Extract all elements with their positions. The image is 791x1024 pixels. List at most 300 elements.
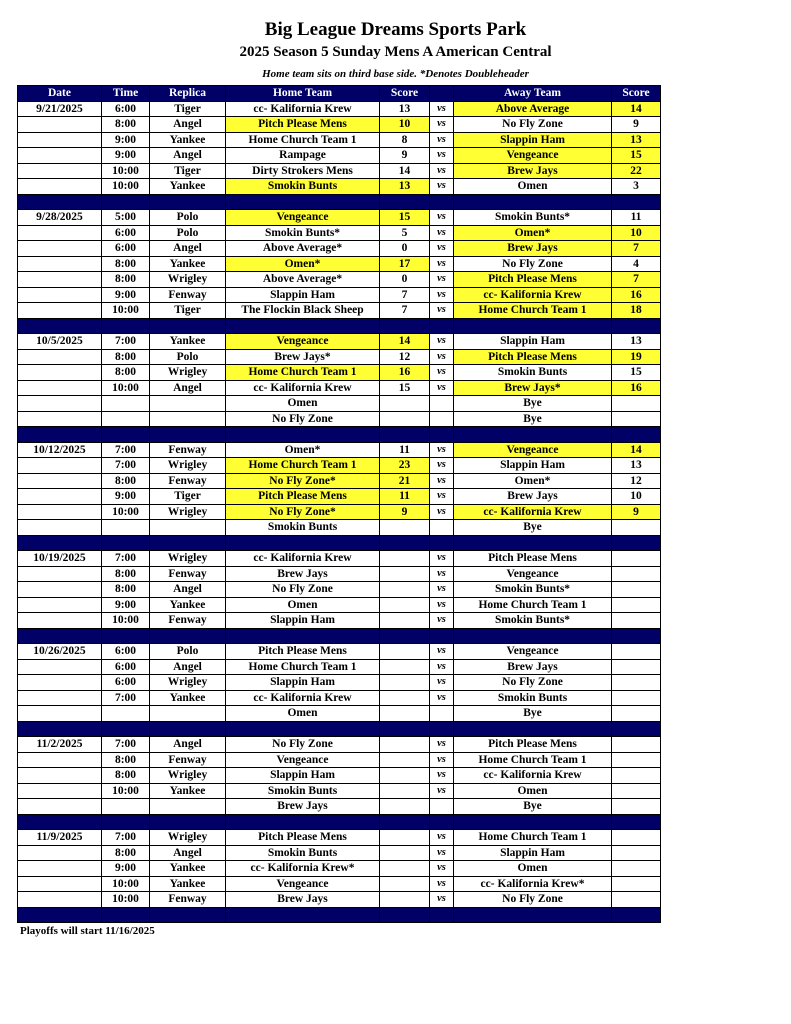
game-field: Wrigley — [150, 365, 226, 381]
game-field — [150, 799, 226, 815]
separator-cell — [18, 628, 102, 644]
separator-cell — [102, 907, 150, 923]
away-team: No Fly Zone — [454, 675, 612, 691]
away-team: Pitch Please Mens — [454, 349, 612, 365]
separator-cell — [226, 721, 380, 737]
away-score: 7 — [612, 272, 661, 288]
separator-cell — [380, 721, 430, 737]
game-time: 10:00 — [102, 380, 150, 396]
home-team: Slappin Ham — [226, 675, 380, 691]
away-score: 15 — [612, 365, 661, 381]
game-date — [18, 380, 102, 396]
game-field: Yankee — [150, 597, 226, 613]
game-row — [18, 287, 661, 303]
game-time: 9:00 — [102, 148, 150, 164]
away-score — [612, 566, 661, 582]
away-score — [612, 659, 661, 675]
game-time: 8:00 — [102, 117, 150, 133]
game-time: 8:00 — [102, 566, 150, 582]
game-row — [18, 659, 661, 675]
game-field: Polo — [150, 349, 226, 365]
game-field: Fenway — [150, 566, 226, 582]
game-time: 6:00 — [102, 659, 150, 675]
home-score: 13 — [380, 179, 430, 195]
vs-label: vs — [430, 442, 454, 458]
game-time: 10:00 — [102, 303, 150, 319]
game-row — [18, 349, 661, 365]
away-team: Omen* — [454, 225, 612, 241]
home-score — [380, 566, 430, 582]
home-score — [380, 675, 430, 691]
away-score — [612, 768, 661, 784]
home-score — [380, 845, 430, 861]
vs-label — [430, 411, 454, 427]
game-date — [18, 411, 102, 427]
away-score — [612, 675, 661, 691]
home-score: 23 — [380, 458, 430, 474]
home-team: Pitch Please Mens — [226, 644, 380, 660]
separator-cell — [454, 628, 612, 644]
away-score — [612, 706, 661, 722]
vs-label: vs — [430, 458, 454, 474]
vs-label: vs — [430, 783, 454, 799]
game-row — [18, 737, 661, 753]
game-time — [102, 411, 150, 427]
home-team: Pitch Please Mens — [226, 117, 380, 133]
home-score — [380, 783, 430, 799]
game-date — [18, 597, 102, 613]
game-date — [18, 783, 102, 799]
home-score: 0 — [380, 241, 430, 257]
away-team: Brew Jays — [454, 163, 612, 179]
vs-label: vs — [430, 690, 454, 706]
away-score: 3 — [612, 179, 661, 195]
week-separator — [18, 194, 661, 210]
game-row — [18, 613, 661, 629]
game-row — [18, 551, 661, 567]
home-score: 12 — [380, 349, 430, 365]
game-time: 9:00 — [102, 489, 150, 505]
game-field: Fenway — [150, 752, 226, 768]
home-team: Smokin Bunts — [226, 179, 380, 195]
separator-cell — [612, 814, 661, 830]
home-team: Smokin Bunts — [226, 783, 380, 799]
separator-cell — [18, 427, 102, 443]
away-team: Bye — [454, 520, 612, 536]
game-date: 10/26/2025 — [18, 644, 102, 660]
game-date — [18, 613, 102, 629]
away-team: Omen* — [454, 473, 612, 489]
game-row — [18, 442, 661, 458]
home-team: cc- Kalifornia Krew — [226, 380, 380, 396]
game-row — [18, 892, 661, 908]
away-team: Bye — [454, 706, 612, 722]
away-team: No Fly Zone — [454, 892, 612, 908]
home-score: 17 — [380, 256, 430, 272]
away-score — [612, 752, 661, 768]
away-team: Omen — [454, 179, 612, 195]
away-score — [612, 582, 661, 598]
away-team: Brew Jays — [454, 489, 612, 505]
home-team: Slappin Ham — [226, 613, 380, 629]
game-time: 10:00 — [102, 504, 150, 520]
separator-cell — [150, 628, 226, 644]
game-row — [18, 179, 661, 195]
game-row — [18, 644, 661, 660]
game-date — [18, 225, 102, 241]
col-replica: Replica — [150, 86, 226, 102]
game-date — [18, 690, 102, 706]
away-team: Omen — [454, 861, 612, 877]
vs-label: vs — [430, 117, 454, 133]
away-team: Slappin Ham — [454, 334, 612, 350]
home-score: 7 — [380, 287, 430, 303]
home-score: 13 — [380, 101, 430, 117]
game-date — [18, 799, 102, 815]
home-score: 0 — [380, 272, 430, 288]
away-score: 15 — [612, 148, 661, 164]
separator-cell — [380, 535, 430, 551]
home-score: 7 — [380, 303, 430, 319]
home-score — [380, 861, 430, 877]
separator-cell — [454, 427, 612, 443]
separator-cell — [226, 814, 380, 830]
home-score — [380, 768, 430, 784]
away-score — [612, 737, 661, 753]
separator-cell — [454, 194, 612, 210]
home-score — [380, 597, 430, 613]
game-field: Angel — [150, 241, 226, 257]
vs-label: vs — [430, 768, 454, 784]
home-team: Brew Jays* — [226, 349, 380, 365]
home-score — [380, 799, 430, 815]
separator-cell — [454, 814, 612, 830]
game-time: 8:00 — [102, 272, 150, 288]
separator-cell — [18, 721, 102, 737]
home-team: Omen — [226, 706, 380, 722]
home-team: Home Church Team 1 — [226, 458, 380, 474]
home-score — [380, 411, 430, 427]
separator-cell — [430, 721, 454, 737]
vs-label — [430, 706, 454, 722]
away-score: 10 — [612, 489, 661, 505]
game-time: 6:00 — [102, 241, 150, 257]
game-time — [102, 520, 150, 536]
home-team: Omen — [226, 396, 380, 412]
vs-label: vs — [430, 365, 454, 381]
game-row — [18, 380, 661, 396]
away-score — [612, 690, 661, 706]
away-score — [612, 783, 661, 799]
home-score — [380, 892, 430, 908]
game-row — [18, 272, 661, 288]
game-time: 10:00 — [102, 179, 150, 195]
game-field: Tiger — [150, 489, 226, 505]
home-team: Smokin Bunts* — [226, 225, 380, 241]
game-date — [18, 303, 102, 319]
bye-row — [18, 520, 661, 536]
game-row — [18, 458, 661, 474]
game-time: 6:00 — [102, 101, 150, 117]
game-row — [18, 210, 661, 226]
game-date: 10/5/2025 — [18, 334, 102, 350]
vs-label: vs — [430, 861, 454, 877]
away-score: 22 — [612, 163, 661, 179]
game-field — [150, 411, 226, 427]
game-time: 9:00 — [102, 597, 150, 613]
away-team: Smokin Bunts — [454, 690, 612, 706]
home-team: Above Average* — [226, 272, 380, 288]
home-score: 21 — [380, 473, 430, 489]
away-team: Vengeance — [454, 566, 612, 582]
away-team: Smokin Bunts* — [454, 210, 612, 226]
game-field: Polo — [150, 225, 226, 241]
week-separator — [18, 721, 661, 737]
game-date: 9/28/2025 — [18, 210, 102, 226]
game-date — [18, 845, 102, 861]
away-score — [612, 644, 661, 660]
away-team: Vengeance — [454, 644, 612, 660]
game-date — [18, 489, 102, 505]
home-team: cc- Kalifornia Krew — [226, 101, 380, 117]
home-score: 11 — [380, 442, 430, 458]
home-team: Omen* — [226, 256, 380, 272]
away-team: cc- Kalifornia Krew* — [454, 876, 612, 892]
vs-label: vs — [430, 225, 454, 241]
vs-label: vs — [430, 737, 454, 753]
col-date: Date — [18, 86, 102, 102]
game-row — [18, 473, 661, 489]
separator-cell — [454, 318, 612, 334]
separator-cell — [102, 194, 150, 210]
game-date — [18, 876, 102, 892]
game-time: 8:00 — [102, 256, 150, 272]
header-row — [18, 86, 661, 102]
game-field: Fenway — [150, 473, 226, 489]
away-team: Smokin Bunts* — [454, 613, 612, 629]
home-score: 9 — [380, 504, 430, 520]
separator-cell — [430, 427, 454, 443]
separator-cell — [454, 907, 612, 923]
bye-row — [18, 706, 661, 722]
page-title: Big League Dreams Sports Park — [264, 19, 527, 40]
separator-cell — [18, 814, 102, 830]
game-row — [18, 876, 661, 892]
separator-cell — [226, 535, 380, 551]
separator-cell — [18, 907, 102, 923]
home-score — [380, 644, 430, 660]
game-field: Yankee — [150, 876, 226, 892]
game-date — [18, 458, 102, 474]
game-time: 7:00 — [102, 442, 150, 458]
vs-label: vs — [430, 613, 454, 629]
game-time: 9:00 — [102, 287, 150, 303]
game-date: 10/19/2025 — [18, 551, 102, 567]
home-score — [380, 659, 430, 675]
away-score: 11 — [612, 210, 661, 226]
away-team: Pitch Please Mens — [454, 737, 612, 753]
vs-label: vs — [430, 830, 454, 846]
home-team: Smokin Bunts — [226, 520, 380, 536]
home-score — [380, 876, 430, 892]
game-row — [18, 256, 661, 272]
game-row — [18, 303, 661, 319]
game-row — [18, 768, 661, 784]
home-team: Pitch Please Mens — [226, 830, 380, 846]
separator-cell — [102, 628, 150, 644]
away-team: Bye — [454, 411, 612, 427]
home-team: Slappin Ham — [226, 768, 380, 784]
vs-label: vs — [430, 287, 454, 303]
game-time: 7:00 — [102, 690, 150, 706]
vs-label: vs — [430, 148, 454, 164]
away-score: 13 — [612, 132, 661, 148]
away-score: 16 — [612, 287, 661, 303]
vs-label: vs — [430, 597, 454, 613]
game-field: Angel — [150, 845, 226, 861]
game-row — [18, 675, 661, 691]
vs-label — [430, 520, 454, 536]
away-score: 9 — [612, 504, 661, 520]
home-team: Above Average* — [226, 241, 380, 257]
game-date — [18, 163, 102, 179]
col-home-score: Score — [380, 86, 430, 102]
game-time: 6:00 — [102, 225, 150, 241]
away-score: 7 — [612, 241, 661, 257]
vs-label: vs — [430, 675, 454, 691]
game-date — [18, 520, 102, 536]
game-field — [150, 520, 226, 536]
game-row — [18, 597, 661, 613]
away-team: Smokin Bunts* — [454, 582, 612, 598]
game-date — [18, 659, 102, 675]
away-team: Home Church Team 1 — [454, 597, 612, 613]
game-field: Wrigley — [150, 551, 226, 567]
vs-label: vs — [430, 845, 454, 861]
game-field: Wrigley — [150, 504, 226, 520]
away-team: Vengeance — [454, 442, 612, 458]
game-row — [18, 101, 661, 117]
separator-cell — [380, 814, 430, 830]
game-row — [18, 783, 661, 799]
game-row — [18, 148, 661, 164]
game-time: 8:00 — [102, 365, 150, 381]
home-score: 14 — [380, 334, 430, 350]
separator-cell — [430, 907, 454, 923]
home-team: No Fly Zone — [226, 737, 380, 753]
game-row — [18, 752, 661, 768]
game-date — [18, 272, 102, 288]
away-team: Pitch Please Mens — [454, 551, 612, 567]
col-time: Time — [102, 86, 150, 102]
game-date: 11/2/2025 — [18, 737, 102, 753]
vs-label — [430, 799, 454, 815]
game-time: 10:00 — [102, 163, 150, 179]
game-field: Fenway — [150, 442, 226, 458]
separator-cell — [150, 814, 226, 830]
game-field — [150, 706, 226, 722]
game-time: 10:00 — [102, 613, 150, 629]
game-row — [18, 225, 661, 241]
vs-label: vs — [430, 210, 454, 226]
col-away-score: Score — [612, 86, 661, 102]
game-field: Yankee — [150, 783, 226, 799]
home-team: The Flockin Black Sheep — [226, 303, 380, 319]
game-time: 10:00 — [102, 783, 150, 799]
home-team: Home Church Team 1 — [226, 659, 380, 675]
vs-label: vs — [430, 752, 454, 768]
home-team: Vengeance — [226, 752, 380, 768]
home-team: Pitch Please Mens — [226, 489, 380, 505]
separator-cell — [380, 318, 430, 334]
home-score: 16 — [380, 365, 430, 381]
game-time: 5:00 — [102, 210, 150, 226]
col-vs — [430, 86, 454, 102]
separator-cell — [612, 628, 661, 644]
separator-cell — [18, 194, 102, 210]
game-date — [18, 132, 102, 148]
game-row — [18, 117, 661, 133]
separator-cell — [102, 427, 150, 443]
away-score: 13 — [612, 334, 661, 350]
away-score: 14 — [612, 442, 661, 458]
game-field: Yankee — [150, 132, 226, 148]
vs-label: vs — [430, 582, 454, 598]
game-date — [18, 504, 102, 520]
home-team: Omen* — [226, 442, 380, 458]
home-score: 10 — [380, 117, 430, 133]
game-field: Angel — [150, 148, 226, 164]
separator-cell — [150, 318, 226, 334]
game-time: 6:00 — [102, 675, 150, 691]
home-team: Dirty Strokers Mens — [226, 163, 380, 179]
game-time: 8:00 — [102, 582, 150, 598]
vs-label: vs — [430, 256, 454, 272]
separator-cell — [454, 535, 612, 551]
vs-label: vs — [430, 334, 454, 350]
home-score — [380, 752, 430, 768]
game-field: Wrigley — [150, 272, 226, 288]
week-separator — [18, 318, 661, 334]
game-date — [18, 892, 102, 908]
bye-row — [18, 799, 661, 815]
game-date — [18, 566, 102, 582]
away-team: Vengeance — [454, 148, 612, 164]
vs-label: vs — [430, 349, 454, 365]
vs-label: vs — [430, 241, 454, 257]
game-row — [18, 861, 661, 877]
game-field: Polo — [150, 210, 226, 226]
vs-label: vs — [430, 644, 454, 660]
game-field: Wrigley — [150, 830, 226, 846]
game-time: 7:00 — [102, 551, 150, 567]
home-team: Vengeance — [226, 210, 380, 226]
vs-label: vs — [430, 876, 454, 892]
separator-cell — [150, 427, 226, 443]
home-score — [380, 690, 430, 706]
week-separator — [18, 628, 661, 644]
away-team: cc- Kalifornia Krew — [454, 768, 612, 784]
home-team: Omen — [226, 597, 380, 613]
away-team: No Fly Zone — [454, 117, 612, 133]
home-score: 9 — [380, 148, 430, 164]
game-field: Angel — [150, 582, 226, 598]
home-score: 15 — [380, 210, 430, 226]
away-score: 19 — [612, 349, 661, 365]
home-team: cc- Kalifornia Krew — [226, 690, 380, 706]
game-field — [150, 396, 226, 412]
away-team: Pitch Please Mens — [454, 272, 612, 288]
